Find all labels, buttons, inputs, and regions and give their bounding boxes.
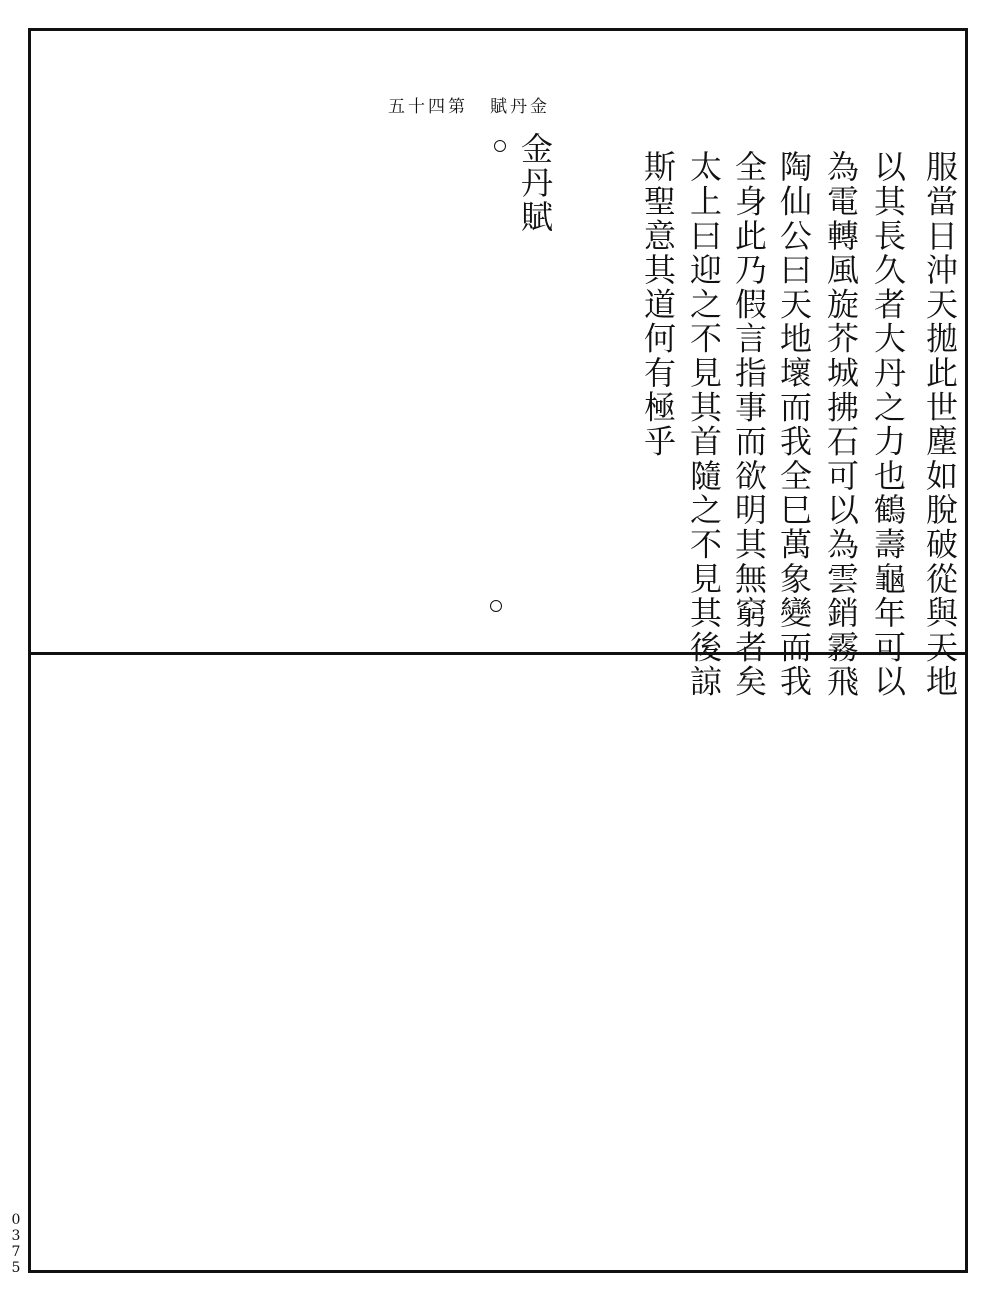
running-head-chapter: 五十四第: [388, 97, 468, 117]
text-column-2: 以其長久者大丹之力也鶴壽龜年可以: [869, 150, 907, 699]
text-column-1: 服當日沖天拋此世塵如脫破從與天地: [921, 150, 959, 699]
text-column-6: 太上曰迎之不見其首隨之不見其後諒: [685, 150, 723, 699]
section-marker-circle: [494, 140, 506, 152]
running-head: [388, 92, 550, 117]
section-title: 金丹賦: [516, 132, 554, 234]
text-column-4: 陶仙公曰天地壞而我全巳萬象變而我: [775, 150, 813, 699]
running-head-title: 賦丹金: [490, 97, 550, 117]
text-column-5: 全身此乃假言指事而欲明其無窮者矣: [730, 150, 768, 699]
page-number: 0375: [11, 1212, 21, 1276]
end-marker-circle: [490, 600, 502, 612]
text-column-3: 為電轉風旋芥城拂石可以為雲銷霧飛: [822, 150, 860, 699]
text-column-7: 斯聖意其道何有極乎: [639, 150, 677, 459]
